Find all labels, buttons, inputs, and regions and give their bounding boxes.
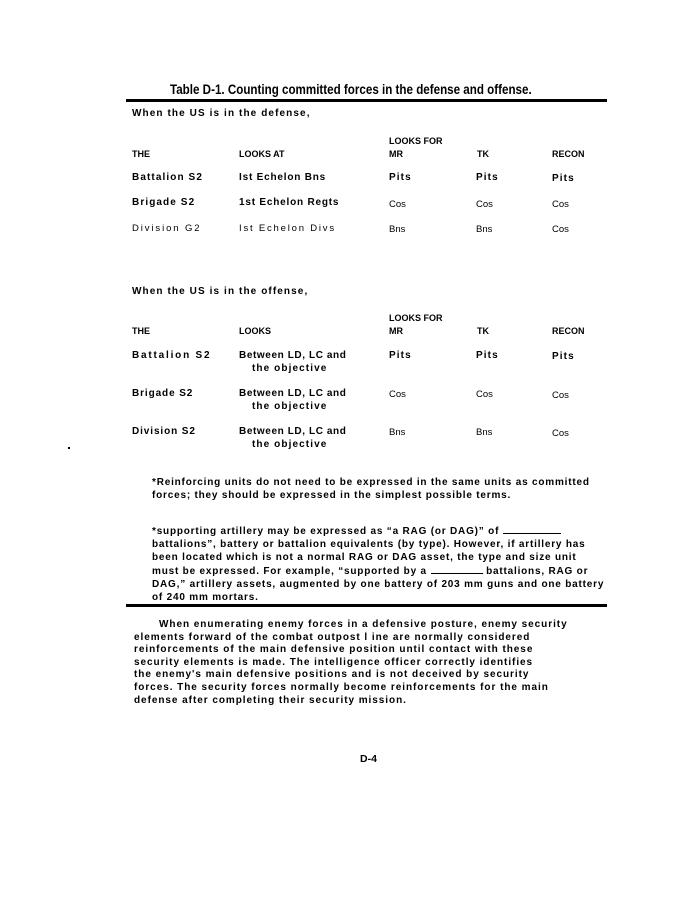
offense-row-3-looks-line1: Between LD, LC and [239,426,347,437]
defense-row-3-tk: Bns [476,224,493,235]
defense-row-2-the: Brigade S2 [132,197,196,208]
scan-speck [68,447,70,449]
offense-col-looks: LOOKS [239,326,272,336]
offense-row-1-the: Battalion S2 [132,350,212,361]
offense-col-tk: TK [477,326,489,336]
defense-row-1-mr: Pits [389,172,412,183]
body-line-4: security elements is made. The intelligence officer correctly identifies [134,657,534,668]
offense-row-2-tk: Cos [476,389,493,400]
page-number: D-4 [360,753,377,765]
offense-row-2-recon: Cos [552,390,569,401]
note-artillery-part1: *supporting artillery may be expressed as “a RAG (or DAG)” of [152,526,500,537]
offense-col-the: THE [132,326,150,336]
offense-col-mr: MR [389,326,403,336]
note-artillery-part3: battalions, RAG or DAG,” artillery assets, augmented by one battery of 203 mm guns and one battery of 240 mm mortars. [152,565,605,604]
defense-row-2-looks-at: 1st Echelon Regts [239,197,340,208]
offense-row-3-recon: Cos [552,428,569,439]
fill-blank-1 [503,533,561,534]
offense-row-1-looks-line2: the objective [252,363,328,374]
offense-row-2-the: Brigade S2 [132,388,194,399]
defense-col-recon: RECON [552,149,585,159]
offense-col-recon: RECON [552,326,585,336]
defense-row-2-tk: Cos [476,199,493,210]
defense-row-1-recon: Pits [552,173,575,184]
title-rule [126,99,607,102]
defense-row-3-mr: Bns [389,224,406,235]
table-bottom-rule [126,604,607,607]
defense-row-1-tk: Pits [476,172,499,183]
offense-row-1-looks-line1: Between LD, LC and [239,350,347,361]
defense-row-1-looks-at: Ist Echelon Bns [239,172,327,183]
offense-row-1-mr: Pits [389,350,412,361]
body-line-3: reinforcements of the main defensive position until contact with these [134,644,534,655]
body-line-7: defense after completing their security mission. [134,695,407,706]
body-line-1: When enumerating enemy forces in a defensive posture, enemy security [159,619,568,630]
note-artillery-part2: battalions”, battery or battalion equivalents (by type). However, if artillery has been located which is not a normal RAG or DAG asset, the type and size unit must be expressed. For example, “supported by a [152,539,586,577]
offense-heading: When the US is in the offense, [132,286,309,297]
offense-row-3-tk: Bns [476,427,493,438]
defense-col-mr: MR [389,149,403,159]
defense-row-2-recon: Cos [552,199,569,210]
body-line-6: forces. The security forces normally become reinforcements for the main [134,682,549,693]
note-supporting-artillery [152,525,607,604]
offense-row-2-looks-line1: Between LD, LC and [239,388,347,399]
note-reinforcing-units: *Reinforcing units do not need to be expressed in the same units as committed forces; they should be expressed in the simplest possible terms. [152,477,590,502]
defense-row-3-recon: Cos [552,224,569,235]
offense-row-2-looks-line2: the objective [252,401,328,412]
defense-row-3-the: Division G2 [132,223,202,234]
defense-heading: When the US is in the defense, [132,108,311,119]
offense-row-1-recon: Pits [552,351,575,362]
defense-col-the: THE [132,149,150,159]
offense-row-3-mr: Bns [389,427,406,438]
body-line-5: the enemy's main defensive positions and is not deceived by security [134,669,530,680]
offense-row-1-tk: Pits [476,350,499,361]
offense-row-3-the: Division S2 [132,426,196,437]
offense-row-2-mr: Cos [389,389,406,400]
offense-row-3-looks-line2: the objective [252,439,328,450]
body-line-2: elements forward of the combat outpost l ine are normally considered [134,632,531,643]
defense-row-3-looks-at: Ist Echelon Divs [239,223,336,234]
fill-blank-2 [431,573,483,574]
defense-row-1-the: Battalion S2 [132,172,203,183]
offense-looks-for-header: LOOKS FOR [389,313,443,323]
table-title: Table D-1. Counting committed forces in the defense and offense. [170,82,532,97]
defense-looks-for-header: LOOKS FOR [389,136,443,146]
defense-col-looks-at: LOOKS AT [239,149,285,159]
defense-row-2-mr: Cos [389,199,406,210]
defense-col-tk: TK [477,149,489,159]
